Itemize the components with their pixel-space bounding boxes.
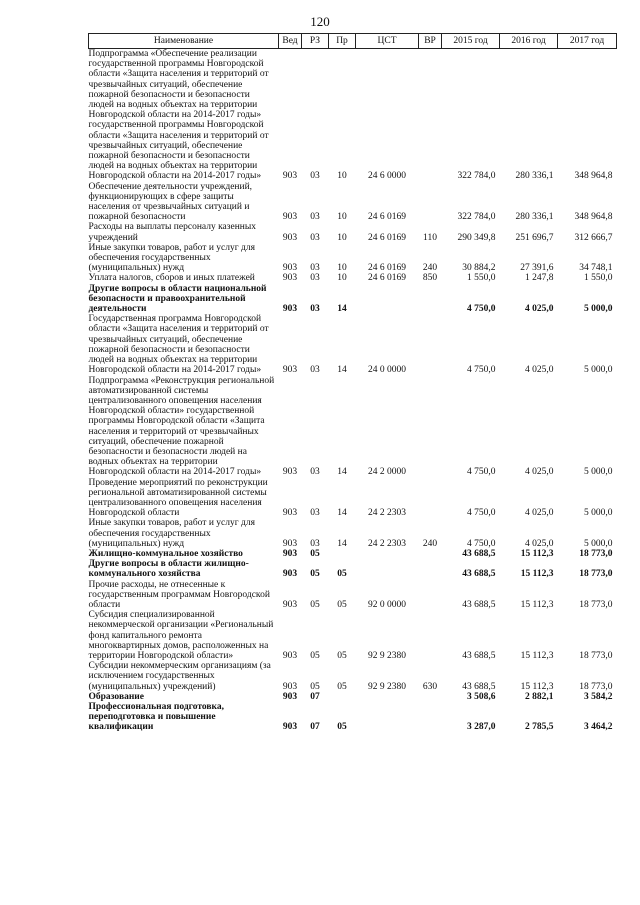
row-vr	[419, 376, 442, 478]
row-rz: 05	[310, 681, 320, 692]
row-vr	[419, 580, 442, 611]
header-ved: Вед	[279, 34, 302, 49]
row-value-2017: 5 000,0	[584, 467, 613, 478]
row-value-2017: 18 773,0	[579, 681, 613, 692]
row-ved: 903	[282, 273, 298, 284]
row-name: Жилищно-коммунальное хозяйство	[88, 548, 243, 559]
row-rz: 05	[310, 569, 320, 580]
row-vr	[419, 478, 442, 519]
row-value-2015: 290 349,8	[457, 232, 496, 243]
row-name: Обеспечение деятельности учреждений, функционирующих в сфере защиты населения от чрезвычайных ситуаций и пожарной безопасности	[88, 181, 253, 223]
row-name: Проведение мероприятий по реконструкции региональной автоматизированной системы централизованного оповещения населения Новгородской области	[88, 477, 268, 519]
row-name: Другие вопросы в области национальной безопасности и правоохранительной деятельности	[88, 283, 267, 315]
row-value-2017: 18 773,0	[579, 548, 613, 559]
header-2016: 2016 год	[500, 34, 558, 49]
row-rz: 03	[310, 263, 320, 274]
row-name: Государственная программа Новгородской области «Защита населения и территорий от чрезвычайных ситуаций, обеспечение пожарной безопасности и безопасности людей на водных объектах на территории Новгородской области на 2014-2017 годы»	[88, 314, 269, 376]
row-name: Профессиональная подготовка, переподготовка и повышение квалификации	[88, 702, 224, 733]
row-pr: 05	[337, 650, 347, 661]
row-rz: 05	[310, 548, 320, 559]
table-row	[89, 478, 617, 519]
table-row	[89, 243, 617, 274]
row-cst: 24 2 2303	[368, 538, 406, 549]
row-name: Подпрограмма «Обеспечение реализации государственной программы Новгородской области «Защита населения и территорий от чрезвычайных ситуаций, обеспечение пожарной безопасности и безопасности людей на водных объектах на территории Новгородской области на 2014-2017 годы» государственной программы Новгородской области «Защита населения и территорий от чрезвычайных ситуаций, обеспечение пожарной безопасности и безопасности людей на водных объектах на территории Новгородской области на 2014-2017 годы»	[88, 49, 269, 182]
table-row	[89, 692, 617, 702]
row-value-2016: 15 112,3	[520, 599, 554, 610]
row-ved: 903	[282, 548, 298, 559]
row-name: Субсидии некоммерческим организациям (за исключением государственных (муниципальных) учреждений)	[88, 661, 271, 692]
table-row	[89, 549, 617, 559]
row-value-2017: 3 464,2	[584, 722, 613, 733]
row-ved: 903	[282, 681, 298, 692]
row-value-2016: 2 882,1	[525, 691, 554, 702]
table-row	[89, 376, 617, 478]
table-row	[89, 182, 617, 223]
row-value-2016: 27 391,6	[520, 263, 554, 274]
row-vr	[419, 702, 442, 733]
row-name: Иные закупки товаров, работ и услуг для обеспечения государственных (муниципальных) нужд	[88, 242, 255, 274]
row-value-2016: 251 696,7	[515, 232, 554, 243]
row-value-2015: 322 784,0	[457, 171, 496, 182]
row-vr	[419, 314, 442, 375]
row-rz: 03	[310, 508, 320, 519]
row-pr: 05	[337, 681, 347, 692]
header-2015: 2015 год	[442, 34, 500, 49]
row-vr	[419, 692, 442, 702]
row-ved: 903	[282, 304, 298, 315]
row-ved: 903	[282, 650, 298, 661]
row-ved: 903	[282, 263, 298, 274]
row-rz: 03	[310, 304, 320, 315]
table-row	[89, 222, 617, 242]
row-value-2017: 5 000,0	[584, 365, 613, 376]
row-name: Уплата налогов, сборов и иных платежей	[88, 273, 255, 284]
table-row	[89, 610, 617, 661]
row-cst: 92 0 0000	[368, 599, 406, 610]
row-pr: 14	[337, 304, 347, 315]
row-cst	[356, 284, 419, 315]
row-cst: 92 9 2380	[368, 650, 406, 661]
page-number: 120	[310, 14, 330, 29]
row-rz: 07	[310, 722, 320, 733]
row-value-2017: 5 000,0	[584, 508, 613, 519]
table-header-row	[89, 34, 617, 49]
row-cst: 24 6 0169	[368, 212, 406, 223]
row-value-2015: 43 688,5	[462, 569, 496, 580]
row-vr	[419, 549, 442, 559]
row-value-2015: 3 508,6	[467, 691, 496, 702]
row-rz: 03	[310, 538, 320, 549]
row-value-2017: 348 964,8	[574, 171, 613, 182]
header-cst: ЦСТ	[356, 34, 419, 49]
table-row	[89, 661, 617, 692]
row-rz: 03	[310, 273, 320, 284]
row-cst: 24 6 0169	[368, 263, 406, 274]
row-ved: 903	[282, 538, 298, 549]
row-ved: 903	[282, 722, 298, 733]
row-cst: 24 2 0000	[368, 467, 406, 478]
row-value-2015: 322 784,0	[457, 212, 496, 223]
row-value-2016: 15 112,3	[520, 650, 554, 661]
row-value-2017: 3 584,2	[584, 691, 613, 702]
row-ved: 903	[282, 171, 298, 182]
row-name: Субсидия специализированной некоммерческой организации «Региональный фонд капитального ремонта многоквартирных домов, расположенных на территории Новгородской области»	[88, 610, 274, 661]
row-value-2016: 4 025,0	[525, 508, 554, 519]
row-ved: 903	[282, 508, 298, 519]
row-ved: 903	[282, 467, 298, 478]
row-cst: 24 6 0169	[368, 232, 406, 243]
row-rz: 03	[310, 171, 320, 182]
row-cst: 24 6 0169	[368, 273, 406, 284]
row-value-2015: 4 750,0	[467, 538, 496, 549]
header-rz: РЗ	[302, 34, 329, 49]
row-value-2016: 15 112,3	[520, 681, 554, 692]
header-name: Наименование	[89, 34, 279, 49]
row-pr: 10	[337, 232, 347, 243]
row-value-2017: 34 748,1	[579, 263, 613, 274]
row-value-2015: 43 688,5	[462, 548, 496, 559]
row-vr	[419, 559, 442, 579]
row-rz: 05	[310, 650, 320, 661]
row-value-2017: 5 000,0	[584, 538, 613, 549]
row-cst	[356, 549, 419, 559]
row-value-2017: 348 964,8	[574, 212, 613, 223]
row-cst: 24 0 0000	[368, 365, 406, 376]
row-pr	[329, 692, 356, 702]
header-vr: ВР	[419, 34, 442, 49]
row-value-2016: 4 025,0	[525, 365, 554, 376]
row-cst: 24 2 2303	[368, 508, 406, 519]
row-pr: 14	[337, 538, 347, 549]
row-rz: 03	[310, 212, 320, 223]
row-pr: 05	[337, 599, 347, 610]
row-cst	[356, 692, 419, 702]
header-2017: 2017 год	[558, 34, 617, 49]
row-vr	[419, 610, 442, 661]
row-vr: 240	[422, 263, 438, 274]
table-row	[89, 49, 617, 182]
row-name: Подпрограмма «Реконструкция региональной автоматизированной системы централизованного оповещения населения Новгородской области» государственной программы Новгородской области «Защита населения и территорий от чрезвычайных ситуаций, обеспечение пожарной безопасности и безопасности людей на водных объектах на территории Новгородской области на 2014-2017 годы»	[88, 375, 275, 478]
row-rz: 03	[310, 232, 320, 243]
row-pr: 14	[337, 508, 347, 519]
row-value-2015: 43 688,5	[462, 650, 496, 661]
row-value-2016: 1 247,8	[525, 273, 554, 284]
row-value-2015: 43 688,5	[462, 681, 496, 692]
table-row	[89, 580, 617, 611]
header-pr: Пр	[329, 34, 356, 49]
row-vr: 850	[422, 273, 438, 284]
row-value-2016: 15 112,3	[520, 569, 554, 580]
row-cst	[356, 559, 419, 579]
row-value-2015: 4 750,0	[467, 467, 496, 478]
row-value-2015: 1 550,0	[467, 273, 496, 284]
row-cst	[356, 702, 419, 733]
row-name: Иные закупки товаров, работ и услуг для обеспечения государственных (муниципальных) нужд	[88, 518, 255, 549]
row-rz: 07	[310, 691, 320, 702]
table-row	[89, 559, 617, 579]
row-rz: 03	[310, 467, 320, 478]
row-value-2017: 5 000,0	[584, 304, 613, 315]
row-cst: 24 6 0000	[368, 171, 406, 182]
row-value-2017: 18 773,0	[579, 650, 613, 661]
row-vr	[419, 49, 442, 182]
table-row	[89, 518, 617, 549]
row-pr: 10	[337, 273, 347, 284]
row-ved: 903	[282, 365, 298, 376]
row-value-2017: 18 773,0	[579, 599, 613, 610]
row-ved: 903	[282, 232, 298, 243]
row-vr: 240	[422, 538, 438, 549]
table-row	[89, 702, 617, 733]
row-name: Прочие расходы, не отнесенные к государственным программам Новгородской области	[88, 579, 270, 610]
table-row	[89, 273, 617, 283]
row-name: Другие вопросы в области жилищно-коммунального хозяйства	[88, 559, 249, 580]
row-value-2015: 4 750,0	[467, 304, 496, 315]
row-rz: 03	[310, 365, 320, 376]
row-vr	[419, 284, 442, 315]
row-value-2015: 4 750,0	[467, 508, 496, 519]
budget-table	[88, 33, 617, 733]
row-value-2016: 4 025,0	[525, 467, 554, 478]
row-pr: 05	[337, 722, 347, 733]
row-value-2016: 4 025,0	[525, 538, 554, 549]
row-ved: 903	[282, 569, 298, 580]
row-name: Образование	[88, 691, 144, 702]
row-pr	[329, 549, 356, 559]
row-pr: 10	[337, 263, 347, 274]
row-value-2016: 280 336,1	[515, 171, 554, 182]
row-value-2016: 4 025,0	[525, 304, 554, 315]
table-row	[89, 284, 617, 315]
row-value-2015: 4 750,0	[467, 365, 496, 376]
row-pr: 14	[337, 467, 347, 478]
row-pr: 10	[337, 171, 347, 182]
row-ved: 903	[282, 691, 298, 702]
row-vr	[419, 182, 442, 223]
table-body	[89, 49, 617, 733]
row-name: Расходы на выплаты персоналу казенных учреждений	[88, 222, 257, 243]
row-value-2017: 1 550,0	[584, 273, 613, 284]
row-vr: 110	[423, 232, 437, 243]
row-value-2016: 280 336,1	[515, 212, 554, 223]
row-value-2015: 3 287,0	[467, 722, 496, 733]
row-value-2016: 15 112,3	[520, 548, 554, 559]
table-row	[89, 314, 617, 375]
row-pr: 05	[337, 569, 347, 580]
row-cst: 92 9 2380	[368, 681, 406, 692]
row-vr: 630	[422, 681, 438, 692]
row-value-2015: 43 688,5	[462, 599, 496, 610]
row-rz: 05	[310, 599, 320, 610]
row-pr: 10	[337, 212, 347, 223]
row-value-2016: 2 785,5	[525, 722, 554, 733]
row-pr: 14	[337, 365, 347, 376]
row-ved: 903	[282, 212, 298, 223]
row-value-2017: 312 666,7	[574, 232, 613, 243]
row-ved: 903	[282, 599, 298, 610]
row-value-2017: 18 773,0	[579, 569, 613, 580]
row-value-2015: 30 884,2	[462, 263, 496, 274]
